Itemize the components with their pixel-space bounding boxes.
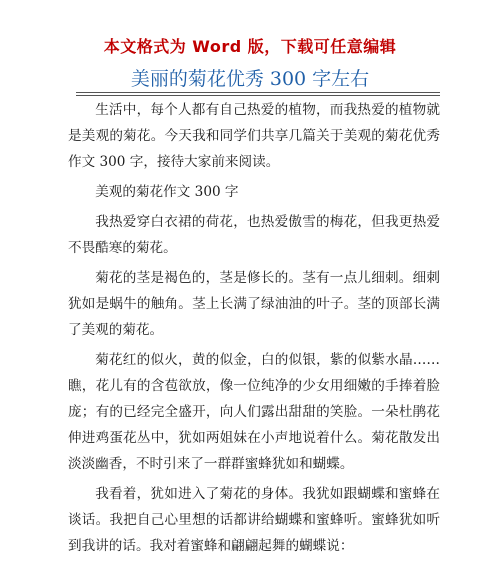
document-body — [68, 97, 440, 563]
title-rule-bottom — [76, 95, 440, 96]
paragraph: 我热爱穿白衣裙的荷花，也热爱傲雪的梅花，但我更热爱不畏酷寒的菊花。 — [68, 214, 440, 256]
title-rule-top — [76, 92, 440, 93]
paragraph: 菊花的茎是褐色的，茎是修长的。茎有一点儿细刺。细刺犹如是蜗牛的触角。茎上长满了绿油油的叶子。茎的顶部长满了美观的菊花。 — [68, 270, 440, 338]
document-title: 美丽的菊花优秀 300 字左右 — [130, 68, 370, 90]
paragraph: 菊花红的似火，黄的似金，白的似银，紫的似紫水晶……瞧，花儿有的含苞欲放，像一位纯净的少女用细嫩的手捧着脸庞；有的已经完全盛开，向人们露出甜甜的笑脸。一朵杜鹃花伸进鸡蛋花丛中，犹如两姐妹在小声地说着什么。菊花散发出淡淡幽香，不时引来了一群群蜜蜂犹如和蝴蝶。 — [68, 352, 440, 472]
essay-subheading: 美观的菊花作文 300 字 — [95, 184, 239, 200]
paragraph: 我看着，犹如进入了菊花的身体。我犹如跟蝴蝶和蜜蜂在谈话。我把自己心里想的话都讲给蝴蝶和蜜蜂听。蜜蜂犹如听到我讲的话。我对着蜜蜂和翩翩起舞的蝴蝶说： — [68, 486, 440, 554]
format-notice: 本文格式为 Word 版，下载可任意编辑 — [103, 37, 397, 56]
paragraph-intro: 生活中，每个人都有自己热爱的植物，而我热爱的植物就是美观的菊花。今天我和同学们共享几篇关于美观的菊花优秀作文 300 字，接待大家前来阅读。 — [68, 102, 440, 170]
